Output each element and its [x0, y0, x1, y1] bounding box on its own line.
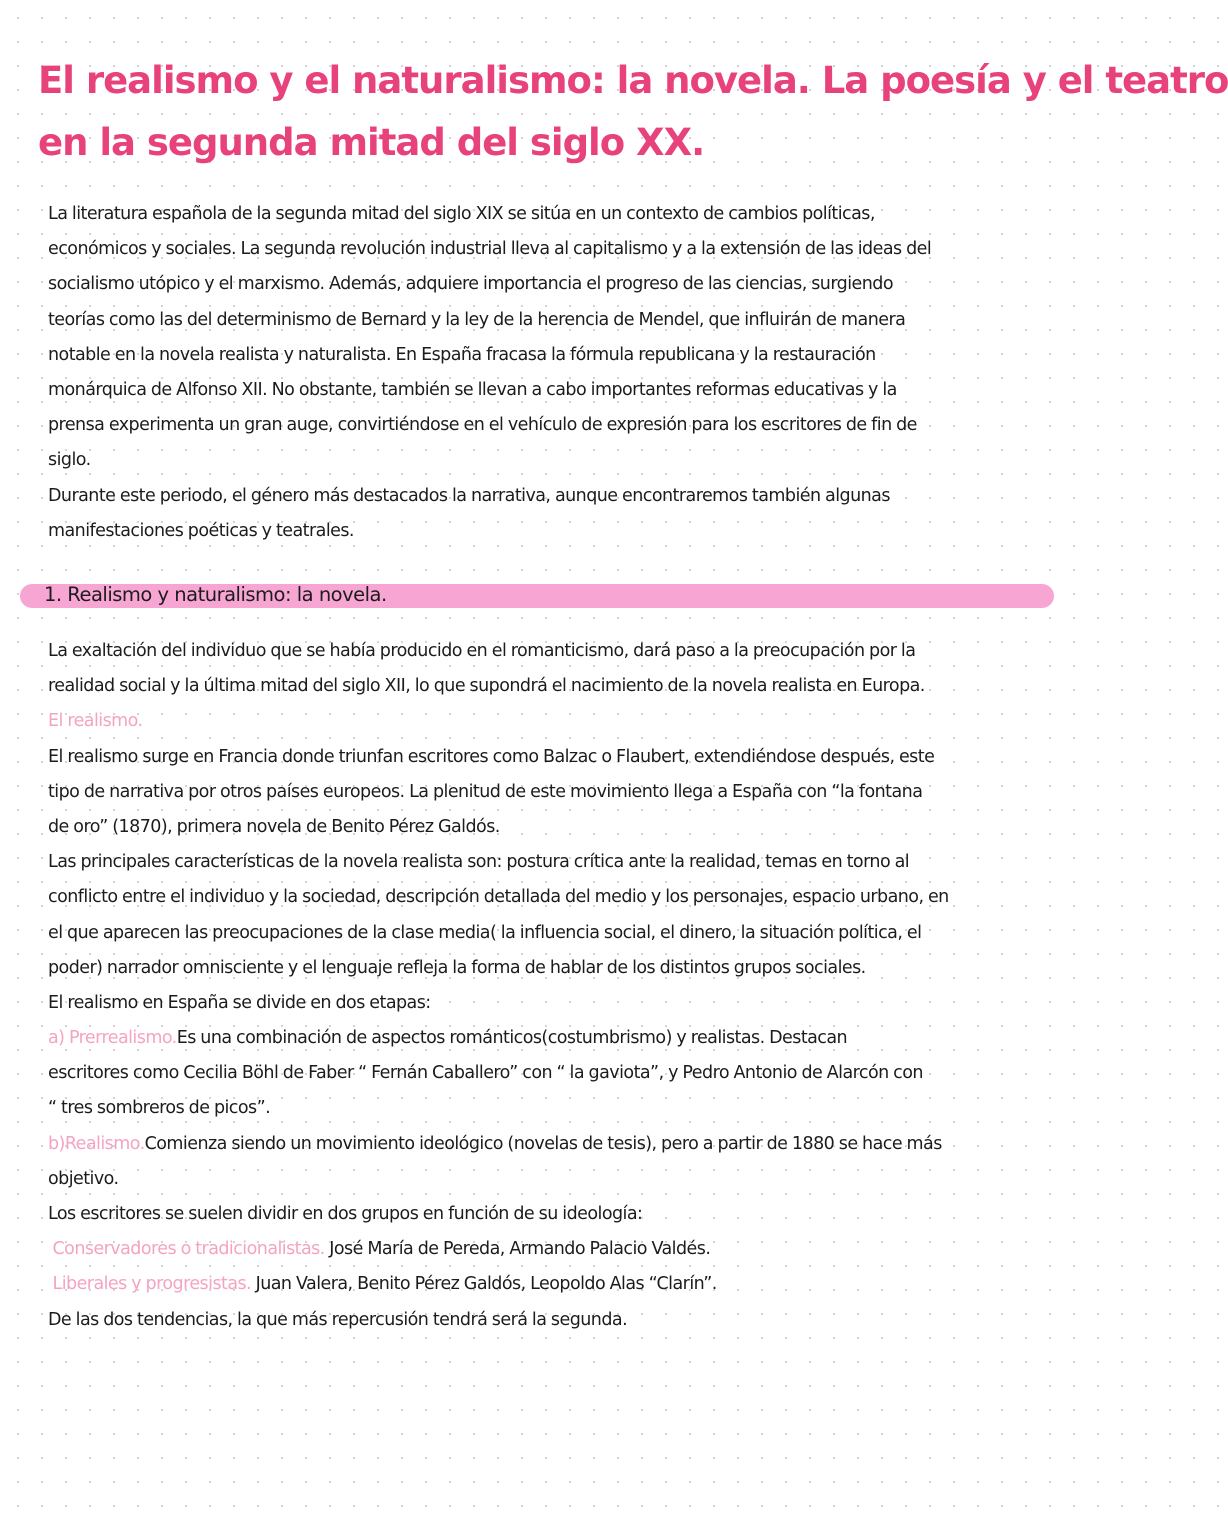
- body-line: realidad social y la última mitad del siglo XII, lo que supondrá el nacimiento de la novela realista en Europa.: [48, 676, 925, 697]
- body-line: Los escritores se suelen dividir en dos grupos en función de su ideología:: [48, 1204, 643, 1224]
- intro-line: económicos y sociales. La segunda revolución industrial lleva al capitalismo y a la extensión de las ideas del: [48, 239, 932, 260]
- intro-line: siglo.: [48, 450, 91, 471]
- body-line: El realismo surge en Francia donde triunfan escritores como Balzac o Flaubert, extendiéndose después, este: [48, 746, 935, 767]
- stage-a-label: a) Prerrealismo.: [48, 1028, 177, 1049]
- body-line: objetivo.: [48, 1168, 119, 1189]
- body-line: conflicto entre el individuo y la sociedad, descripción detallada del medio y los personajes, espacio urbano, en: [48, 887, 949, 908]
- subheading-realismo: El realismo.: [48, 711, 143, 732]
- body-line: de oro” (1870), primera novela de Benito Pérez Galdós.: [48, 816, 500, 837]
- page-title-line-2: en la segunda mitad del siglo XX.: [38, 121, 705, 164]
- body-line: poder) narrador omnisciente y el lenguaje refleja la forma de hablar de los distintos grupos sociales.: [48, 957, 866, 978]
- body-line: “ tres sombreros de picos”.: [48, 1098, 271, 1119]
- section-heading: 1. Realismo y naturalismo: la novela.: [44, 583, 387, 606]
- group-liberales-label: Liberales y progresistas.: [52, 1274, 252, 1295]
- body-line: tipo de narrativa por otros países europeos. La plenitud de este movimiento llega a España con “la fontana: [48, 781, 923, 802]
- intro-line: manifestaciones poéticas y teatrales.: [48, 520, 354, 541]
- intro-line: socialismo utópico y el marxismo. Además, adquiere importancia el progreso de las ciencias, surgiendo: [48, 274, 894, 295]
- body-line: La exaltación del individuo que se había producido en el romanticismo, dará paso a la preocupación por la: [48, 641, 916, 661]
- body-line: escritores como Cecilia Böhl de Faber “ Fernán Caballero” con “ la gaviota”, y Pedro Antonio de Alarcón con: [48, 1063, 923, 1084]
- group-liberales-authors: Juan Valera, Benito Pérez Galdós, Leopoldo Alas “Clarín”.: [255, 1274, 717, 1295]
- stage-b-text: Comienza siendo un movimiento ideológico (novelas de tesis), pero a partir de 1880 se hace más: [144, 1133, 942, 1154]
- intro-line: notable en la novela realista y naturalista. En España fracasa la fórmula republicana y la restauración: [48, 344, 876, 365]
- intro-paragraph: [48, 197, 1038, 549]
- stage-a-line: [48, 1021, 1038, 1056]
- intro-line: La literatura española de la segunda mitad del siglo XIX se sitúa en un contexto de cambios políticas,: [48, 204, 875, 224]
- group-conservadores-line: [48, 1232, 1038, 1267]
- section-body: [48, 634, 1038, 1338]
- intro-line: teorías como las del determinismo de Bernard y la ley de la herencia de Mendel, que influirán de manera: [48, 309, 906, 330]
- page-title-line-1: El realismo y el naturalismo: la novela. La poesía y el teatro: [38, 59, 1228, 102]
- stage-b-line: [48, 1127, 1038, 1162]
- intro-line: prensa experimenta un gran auge, convirtiéndose en el vehículo de expresión para los escritores de fin de: [48, 415, 917, 436]
- body-line: El realismo en España se divide en dos etapas:: [48, 992, 431, 1013]
- intro-line: monárquica de Alfonso XII. No obstante, también se llevan a cabo importantes reformas educativas y la: [48, 379, 897, 400]
- body-line: Las principales características de la novela realista son: postura crítica ante la realidad, temas en torno al: [48, 852, 910, 873]
- group-liberales-line: [48, 1267, 1038, 1302]
- stage-b-label: b)Realismo.: [48, 1133, 145, 1154]
- page-title: [38, 50, 1228, 174]
- group-conservadores-label: Conservadores o tradicionalistas.: [52, 1239, 325, 1260]
- stage-a-text: Es una combinación de aspectos románticos(costumbrismo) y realistas. Destacan: [176, 1028, 848, 1049]
- body-line: el que aparecen las preocupaciones de la clase media( la influencia social, el dinero, la situación política, el: [48, 922, 922, 943]
- group-conservadores-authors: José María de Pereda, Armando Palacio Valdés.: [329, 1239, 711, 1260]
- closing-line: De las dos tendencias, la que más repercusión tendrá será la segunda.: [48, 1309, 628, 1330]
- intro-line: Durante este periodo, el género más destacados la narrativa, aunque encontraremos también algunas: [48, 485, 890, 506]
